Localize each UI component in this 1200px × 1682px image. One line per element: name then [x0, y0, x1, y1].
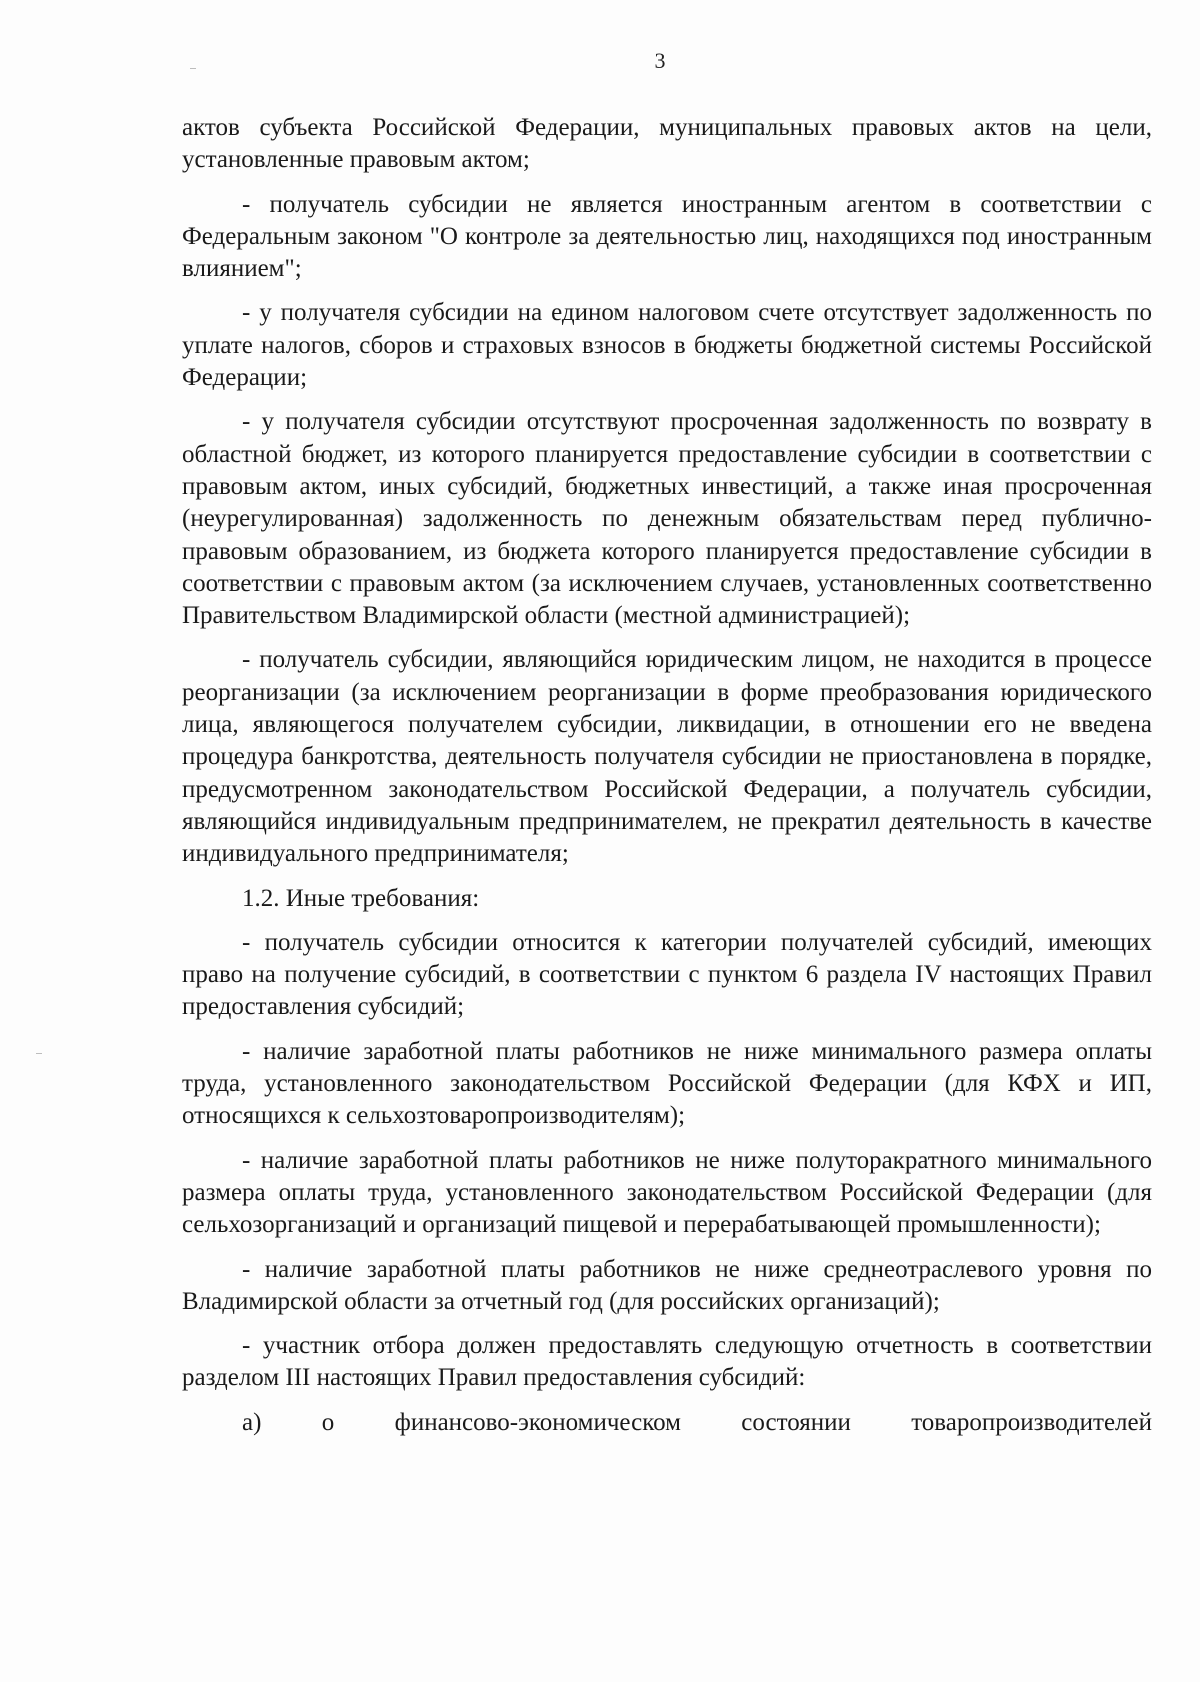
paragraph-one-and-half-wage: - наличие заработной платы работников не ниже полуторакратного минимального размера оплаты труда, установленного законодательством Российской Федерации (для сельхозорганизаций и организаций пищевой и перерабатывающей промышленности);	[182, 1146, 1152, 1239]
paragraph-reporting: - участник отбора должен предоставлять следующую отчетность в соответствии разделом III настоящих Правил предоставления субсидий:	[182, 1332, 1152, 1392]
paragraph-category: - получатель субсидии относится к категории получателей субсидий, имеющих право на получение субсидий, в соответствии с пунктом 6 раздела IV настоящих Правил предоставления субсидий;	[182, 928, 1152, 1021]
paragraph-min-wage: - наличие заработной платы работников не ниже минимального размера оплаты труда, установленного законодательством Российской Федерации (для КФХ и ИП, относящихся к сельхозтоваропроизводителям);	[182, 1037, 1152, 1130]
paragraph-continuation: актов субъекта Российской Федерации, муниципальных правовых актов на цели, установленные правовым актом;	[182, 114, 1152, 174]
paragraph-foreign-agent: - получатель субсидии не является иностранным агентом в соответствии с Федеральным законом "О контроле за деятельностью лиц, находящихся под иностранным влиянием";	[182, 190, 1152, 283]
page-number: 3	[654, 48, 666, 73]
document-body	[182, 112, 1152, 1451]
paragraph-average-wage: - наличие заработной платы работников не ниже среднеотраслевого уровня по Владимирской области за отчетный год (для российских организаций);	[182, 1255, 1152, 1315]
paragraph-tax-debt: - у получателя субсидии на едином налоговом счете отсутствует задолженность по уплате налогов, сборов и страховых взносов в бюджеты бюджетной системы Российской Федерации;	[182, 299, 1152, 392]
margin-mark	[36, 1053, 42, 1054]
paragraph-overdue-debt: - у получателя субсидии отсутствуют просроченная задолженность по возврату в областной бюджет, из которого планируется предоставление субсидии в соответствии с правовым актом, иных субсидий, бюджетных инвестиций, а также иная просроченная (неурегулированная) задолженность по денежным обязательствам перед публично-правовым образованием, из бюджета которого планируется предоставление субсидии в соответствии с правовым актом (за исключением случаев, установленных соответственно Правительством Владимирской области (местной администрацией);	[182, 408, 1152, 630]
paragraph-reorganization: - получатель субсидии, являющийся юридическим лицом, не находится в процессе реорганизации (за исключением реорганизации в форме преобразования юридического лица, являющегося получателем субсидии, ликвидации, в отношении его не введена процедура банкротства, деятельность получателя субсидии не приостановлена в порядке, предусмотренном законодательством Российской Федерации, а получатель субсидии, являющийся индивидуальным предпринимателем, не прекратил деятельность в качестве индивидуального предпринимателя;	[182, 646, 1152, 868]
section-heading: 1.2. Иные требования:	[242, 884, 480, 912]
paragraph-list-item-a: а) о финансово-экономическом состоянии товаропроизводителей	[242, 1408, 1152, 1436]
